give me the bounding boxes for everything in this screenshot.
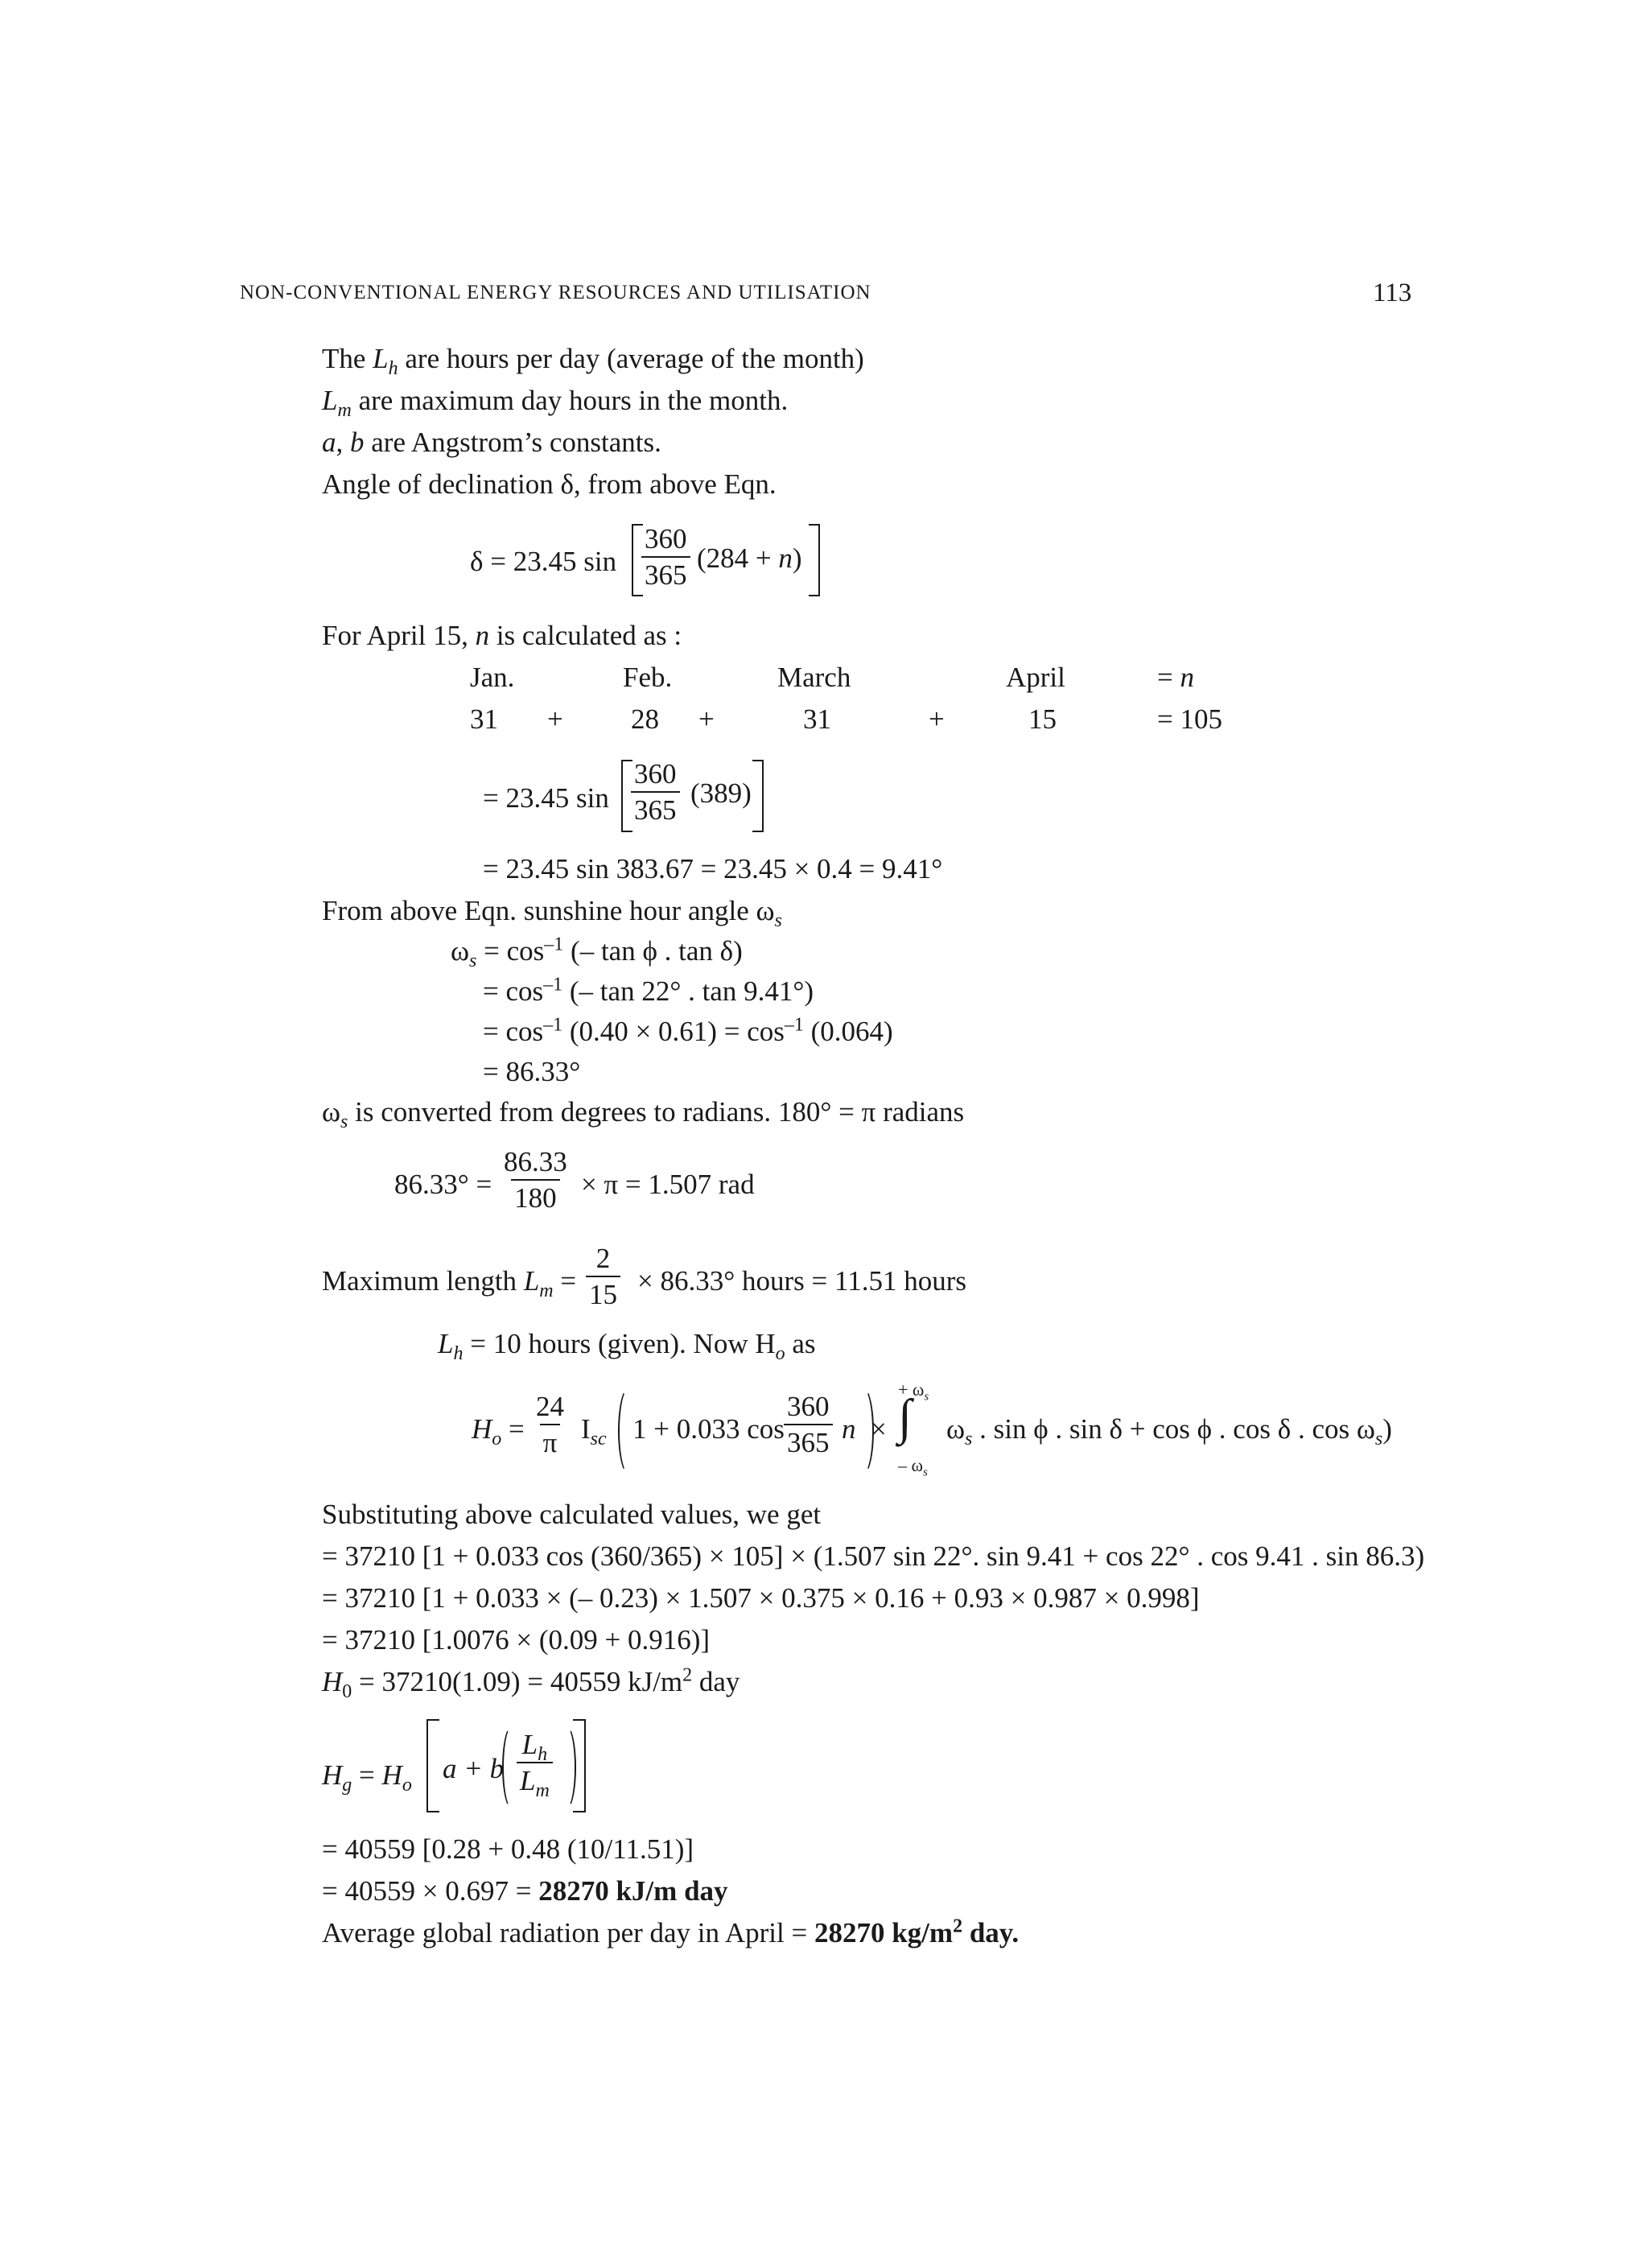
intro-line-2: $L_m$ are maximum day hours in the month. (322, 385, 789, 421)
month-header: April (1006, 662, 1065, 693)
plus-sign: + (698, 703, 715, 735)
day-count: 31 (470, 703, 498, 735)
right-bracket (573, 1719, 586, 1812)
integral-icon: ∫ (898, 1390, 912, 1445)
day-total: = 105 (1157, 703, 1222, 735)
final-line-1: = 40559 [0.28 + 0.48 (10/11.51)] (322, 1833, 694, 1865)
fraction-24-pi: $\frac{24}{\pi}$ (536, 1391, 564, 1458)
integral-lower-limit: – $\omega_s$ (898, 1455, 928, 1479)
integral-upper-limit: + $\omega_s$ (898, 1379, 929, 1404)
month-header: Jan. (470, 662, 515, 693)
left-bracket (426, 1719, 439, 1812)
page-number: 113 (1373, 278, 1412, 307)
ho-inner: 1 + 0.033 cos (632, 1413, 785, 1445)
lh-line: $L_h = 10$ hours (given). Now $H_o$ as (438, 1328, 816, 1364)
subst-line-4: = 37210 [1.0076 × (0.09 + 0.916)] (322, 1624, 711, 1656)
fraction-360-365: $\frac{360}{365}$ (784, 1392, 833, 1457)
omega-line-3: = $\cos^{-1} (0.40 \times 0.61) = \cos^{-1} (0.064)$ (483, 1014, 893, 1047)
right-bracket (809, 524, 820, 596)
day-count: 28 (631, 703, 659, 735)
intro-line-1: The $L_h$ are hours per day (average of the month) (322, 343, 864, 379)
declination-result: = 23.45 sin 383.67 = 23.45 × 0.4 = 9.41° (483, 853, 943, 885)
ho-integrand: $\omega_s$ . sin ϕ . sin δ + cos ϕ . cos δ . $\cos \omega_s$) (946, 1413, 1392, 1449)
times-sign: × (871, 1413, 887, 1445)
ho-n: n (842, 1413, 856, 1445)
hg-lhs: $H_g = H_o$ (322, 1759, 412, 1796)
isc: $I_{sc}$ (581, 1413, 607, 1449)
day-count: 15 (1028, 703, 1057, 735)
fraction-lh-lm: $\frac{L_h}{L_m}$ (517, 1730, 553, 1795)
april-text: For April 15, n is calculated as : (322, 620, 682, 651)
day-count: 31 (803, 703, 831, 735)
hg-inner: a + b (443, 1753, 505, 1784)
right-bracket (752, 760, 764, 832)
subst-line-2: = 37210 [1 + 0.033 cos (360/365) × 105] × (1.507 sin 22°. sin 9.41 + cos 22° . cos 9.41 . sin 86.3) (322, 1540, 1425, 1572)
eq-delta-lhs: δ = 23.45 sin (470, 546, 617, 577)
subst-line-5: $H_0 = 37210(1.09) = 40559$ $kJ/m^2$ day (322, 1664, 740, 1702)
omega-line-4: = 86.33° (483, 1056, 581, 1087)
ho-lhs: $H_o$ = (472, 1413, 525, 1449)
radian-lhs: 86.33° = (394, 1169, 492, 1200)
final-line-3: Average global radiation per day in April = 28270 $kg/m^2$ day. (322, 1915, 1020, 1948)
subst-line-1: Substituting above calculated values, we get (322, 1499, 822, 1530)
month-header: March (777, 662, 851, 693)
final-line-2: = 40559 × 0.697 = 28270 kJ/m day (322, 1875, 728, 1907)
omega-line-1: $\omega_s = \cos^{-1}$ (– tan ϕ . tan δ) (451, 934, 743, 971)
equals-n: = n (1157, 662, 1194, 693)
fraction-360-365: $\frac{360}{365}$ (641, 525, 690, 589)
month-header: Feb. (623, 662, 673, 693)
radian-rhs: × π = 1.507 rad (581, 1169, 755, 1200)
plus-sign: + (929, 703, 945, 735)
eq-delta-tail: (284 + n) (697, 542, 802, 574)
intro-line-3: a, b are Angstrom’s constants. (322, 427, 661, 458)
plus-sign: + (547, 703, 563, 735)
fraction-2-15: $\frac{2}{15}$ (586, 1244, 620, 1309)
radian-text: $\omega_s$ is converted from degrees to radians. 180° = π radians (322, 1096, 965, 1132)
fraction-360-365: $\frac{360}{365}$ (631, 760, 680, 824)
subst-line-3: = 37210 [1 + 0.033 × (– 0.23) × 1.507 × 0.375 × 0.16 + 0.93 × 0.987 × 0.998] (322, 1582, 1200, 1614)
eq-delta2-tail: (389) (690, 777, 752, 809)
omega-line-2: = $\cos^{-1}$ (– tan 22° . tan 9.41°) (483, 974, 814, 1007)
omega-intro: From above Eqn. sunshine hour angle $\omega_s$ (322, 895, 782, 931)
lm-lhs: Maximum length $L_m$ = (322, 1265, 577, 1301)
eq-delta2-lhs: = 23.45 sin (483, 782, 609, 814)
lm-rhs: × 86.33° hours = 11.51 hours (637, 1265, 966, 1297)
running-header: NON-CONVENTIONAL ENERGY RESOURCES AND UTILISATION (240, 282, 871, 303)
fraction-86-180: $\frac{86.33}{180}$ (504, 1146, 567, 1214)
intro-line-4: Angle of declination δ, from above Eqn. (322, 468, 777, 500)
